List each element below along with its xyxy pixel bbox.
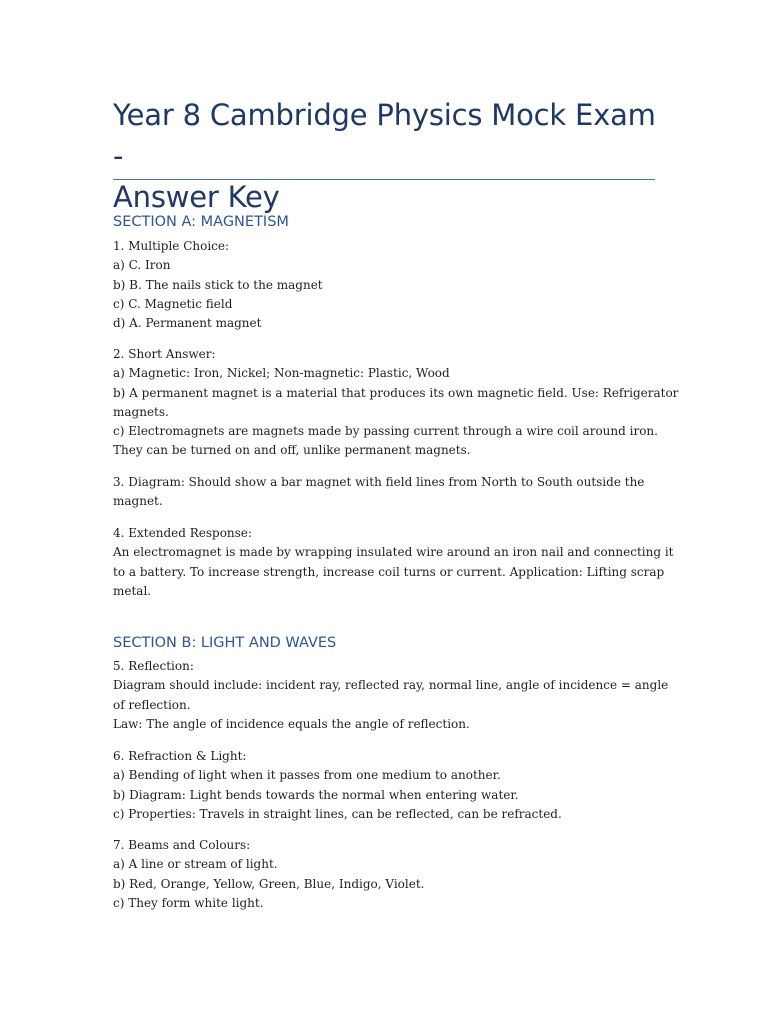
question-4-block <box>113 524 674 601</box>
answer-line: b) Red, Orange, Yellow, Green, Blue, Indigo, Violet. <box>113 876 425 891</box>
answer-line: a) A line or stream of light. <box>113 857 278 872</box>
answer-line: Diagram should include: incident ray, reflected ray, normal line, angle of incidence = angle <box>113 678 669 693</box>
document-title <box>113 95 673 218</box>
question-2-block <box>113 345 679 461</box>
answer-line: 5. Reflection: <box>113 659 194 673</box>
question-5-block <box>113 657 669 734</box>
answer-line: 3. Diagram: Should show a bar magnet with field lines from North to South outside the <box>113 475 645 489</box>
answer-line: b) B. The nails stick to the magnet <box>113 277 323 292</box>
answer-line: of reflection. <box>113 697 191 712</box>
answer-line: 6. Refraction & Light: <box>113 749 247 763</box>
answer-line: 2. Short Answer: <box>113 347 216 361</box>
answer-line: to a battery. To increase strength, increase coil turns or current. Application: Lifting scrap <box>113 564 665 579</box>
question-6-block <box>113 747 658 824</box>
answer-line: Law: The angle of incidence equals the angle of reflection. <box>113 716 470 731</box>
answer-line: 4. Extended Response: <box>113 526 252 540</box>
title-line-1: Year 8 Cambridge Physics Mock Exam - <box>113 98 656 173</box>
answer-line: a) Bending of light when it passes from one medium to another. <box>113 768 501 783</box>
answer-line: They can be turned on and off, unlike permanent magnets. <box>113 443 471 458</box>
answer-line: c) They form white light. <box>113 895 264 910</box>
answer-line: a) C. Iron <box>113 258 171 273</box>
answer-line: c) Electromagnets are magnets made by passing current through a wire coil around iron. <box>113 424 658 439</box>
answer-line: c) Properties: Travels in straight lines, can be reflected, can be refracted. <box>113 806 562 821</box>
answer-line: 7. Beams and Colours: <box>113 838 251 852</box>
answer-line: b) Diagram: Light bends towards the normal when entering water. <box>113 787 519 802</box>
answer-line: magnets. <box>113 404 169 419</box>
answer-line: 1. Multiple Choice: <box>113 239 230 253</box>
section-b-heading: SECTION B: LIGHT AND WAVES <box>113 635 337 651</box>
answer-line: b) A permanent magnet is a material that produces its own magnetic field. Use: Refrigerator <box>113 385 679 400</box>
question-1-block <box>113 237 658 333</box>
answer-line: c) C. Magnetic field <box>113 296 233 311</box>
title-line-2: Answer Key <box>113 180 280 214</box>
answer-line: d) A. Permanent magnet <box>113 316 262 331</box>
answer-line: magnet. <box>113 494 163 509</box>
answer-line: An electromagnet is made by wrapping insulated wire around an iron nail and connecting it <box>113 545 674 560</box>
answer-line: a) Magnetic: Iron, Nickel; Non-magnetic: Plastic, Wood <box>113 366 450 381</box>
question-3-block <box>113 473 658 512</box>
question-7-block <box>113 836 658 913</box>
section-a-heading: SECTION A: MAGNETISM <box>113 214 289 230</box>
title-underline <box>113 179 655 180</box>
answer-line: metal. <box>113 583 152 598</box>
